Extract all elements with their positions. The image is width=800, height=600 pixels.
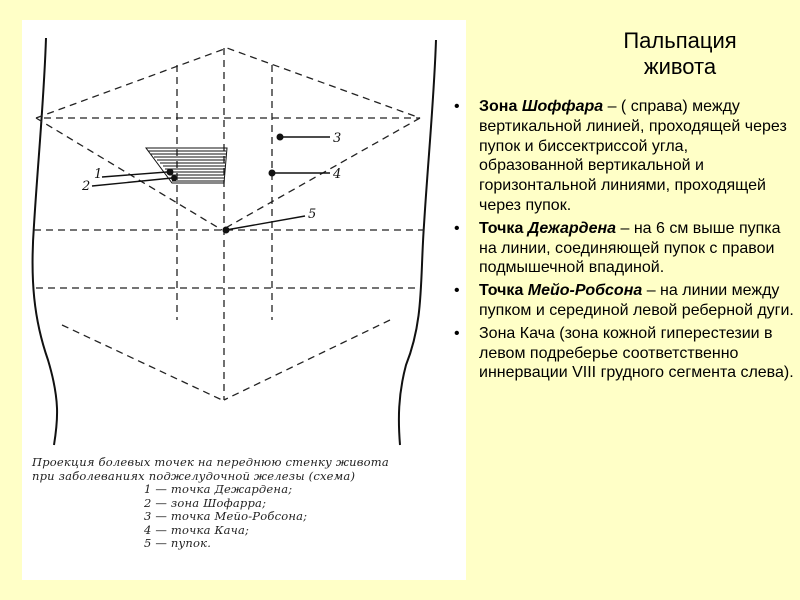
bullet-list	[450, 97, 795, 386]
bullet-desjardins-point	[450, 219, 795, 278]
title-line-2: живота	[643, 54, 717, 79]
projection-lines	[34, 48, 424, 400]
left-axillary-line	[222, 118, 420, 230]
label-4: 4	[333, 167, 342, 182]
right-inguinal-line	[62, 325, 222, 400]
slide-title	[560, 28, 800, 80]
mayo-robson-point-marker	[277, 134, 284, 141]
legend-item: 3 — точка Мейо-Робсона;	[144, 509, 308, 523]
label-2: 2	[82, 179, 91, 194]
legend-item: 1 — точка Дежардена;	[144, 482, 293, 496]
bullet-text: – ( справа) между вертикальной линией, проходящей через пупок и биссектриссой угла, образованной вертикальной и горизонтальной линиями, проходящей через пупок.	[479, 98, 787, 214]
caption-line-1: Проекция болевых точек на переднюю стенку живота	[32, 455, 389, 469]
torso-left-outline	[33, 38, 58, 445]
bullet-choffard-zone	[450, 97, 795, 216]
bullet-lead: Зона	[479, 98, 522, 115]
bullet-text: Зона Кача (зона кожной гиперестезии в левом подреберье соответственно иннервации VIII грудного сегмента слева).	[479, 324, 794, 382]
abdomen-diagram-figure	[22, 20, 466, 580]
right-axillary-line	[36, 118, 222, 230]
desjardins-point-marker	[167, 169, 174, 176]
bullet-text: – на линии между пупком и серединой левой реберной дуги.	[479, 282, 794, 319]
label-3: 3	[333, 131, 342, 146]
torso-right-outline	[399, 40, 436, 445]
bullet-lead: Точка	[479, 219, 528, 237]
bullet-term: Мейо-Робсона	[527, 282, 643, 300]
bullet-term: Шоффара	[521, 98, 604, 115]
choffard-zone-marker	[171, 175, 177, 181]
kach-point-marker	[269, 170, 276, 177]
bullet-mayo-robson-point	[450, 281, 795, 321]
label-5: 5	[308, 207, 317, 222]
costal-arch-lines	[36, 48, 420, 118]
bullet-term: Дежардена	[527, 219, 617, 237]
caption-line-2: при заболеваниях поджелудочной железы (схема)	[32, 468, 356, 483]
bullet-lead: Точка	[479, 282, 528, 300]
left-inguinal-line	[224, 320, 390, 400]
bullet-text: – на 6 см выше пупка на линии, соединяющей пупок с правои подмышечной впадиной.	[479, 219, 781, 277]
legend-item: 5 — пупок.	[144, 536, 212, 550]
title-line-1: Пальпация	[623, 28, 737, 53]
figure-caption	[32, 456, 466, 551]
legend-item: 4 — точка Кача;	[144, 522, 250, 537]
legend-item: 2 — зона Шофарра;	[144, 495, 267, 510]
navel-point-marker	[223, 227, 230, 234]
bullet-kach-zone	[450, 324, 795, 383]
label-1: 1	[94, 167, 103, 182]
